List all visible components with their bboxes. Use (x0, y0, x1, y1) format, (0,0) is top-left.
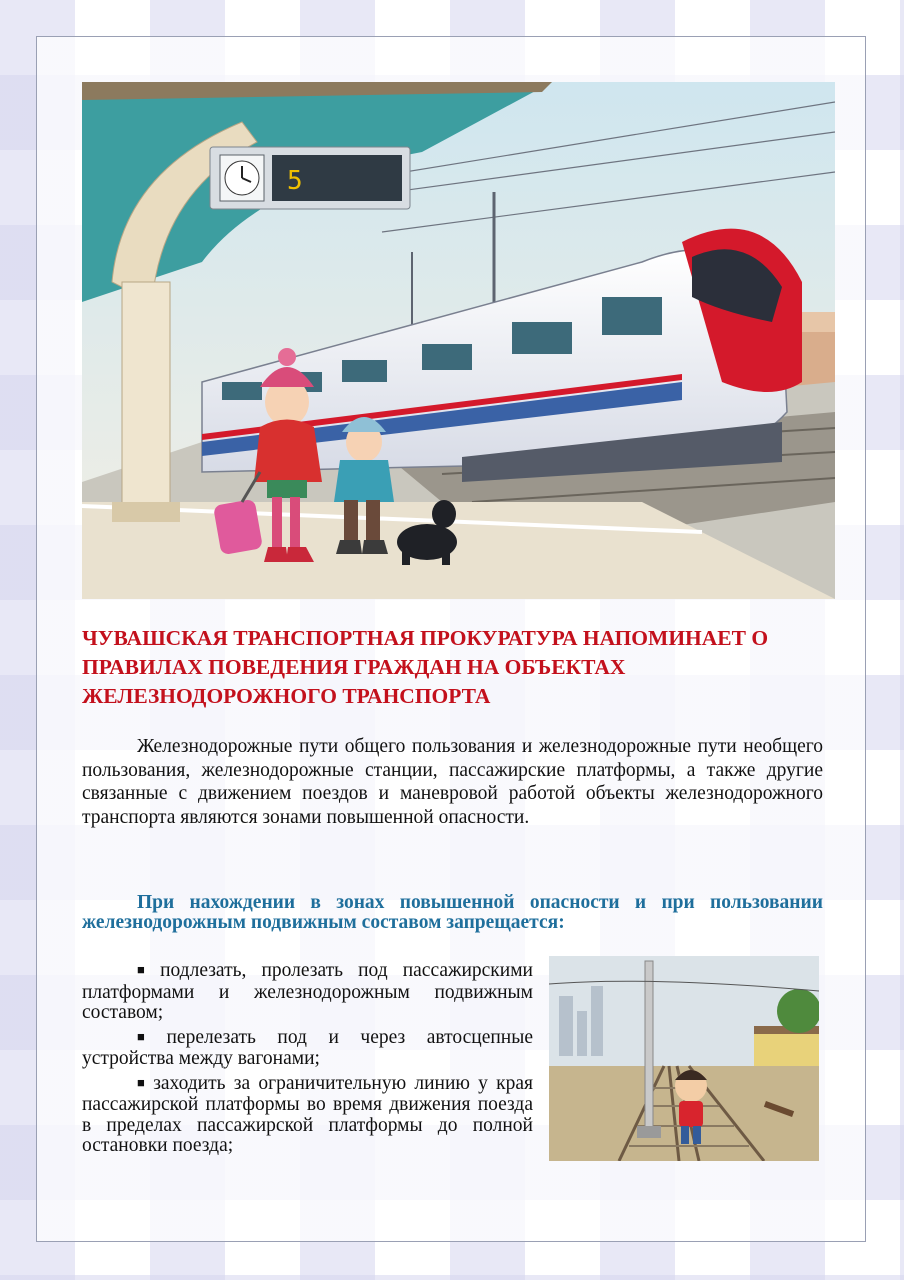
prohibitions-list (82, 961, 533, 1161)
list-item (82, 1028, 533, 1070)
boy-on-tracks-illustration (549, 956, 819, 1161)
square-bullet-icon: ■ (137, 1028, 162, 1044)
square-bullet-icon: ■ (137, 962, 156, 977)
list-item-text: перелезать под и через автосцепные устройства между вагонами; (82, 1026, 533, 1069)
clock-icon (220, 155, 264, 201)
list-item (82, 961, 533, 1024)
intro-paragraph: Железнодорожные пути общего пользования и железнодорожные пути необщего пользования, железнодорожные станции, пассажирские платформы, а также другие связанные с движением поездов и маневровой работой объекты железнодорожного транспорта являются зонами повышенной опасности. (82, 736, 823, 828)
page-title: ЧУВАШСКАЯ ТРАНСПОРТНАЯ ПРОКУРАТУРА НАПОМИНАЕТ О ПРАВИЛАХ ПОВЕДЕНИЯ ГРАЖДАН НА ОБЪЕКТАХ ЖЕЛЕЗНОДОРОЖНОГО ТРАНСПОРТА (82, 626, 769, 708)
prohibitions-heading: При нахождении в зонах повышенной опасности и при пользовании железнодорожным подвижным составом запрещается: (82, 892, 823, 933)
square-bullet-icon: ■ (137, 1074, 149, 1090)
list-item-text: заходить за ограничительную линию у края пассажирской платформы во время движения поезда в пределах пассажирской платформы до полной остановки поезда; (82, 1072, 533, 1156)
list-item (82, 1074, 533, 1157)
list-item-text: подлезать, пролезать под пассажирскими платформами и железнодорожным подвижным составом; (82, 960, 533, 1023)
platform-number: 5 (287, 166, 303, 196)
hero-illustration (82, 82, 835, 599)
